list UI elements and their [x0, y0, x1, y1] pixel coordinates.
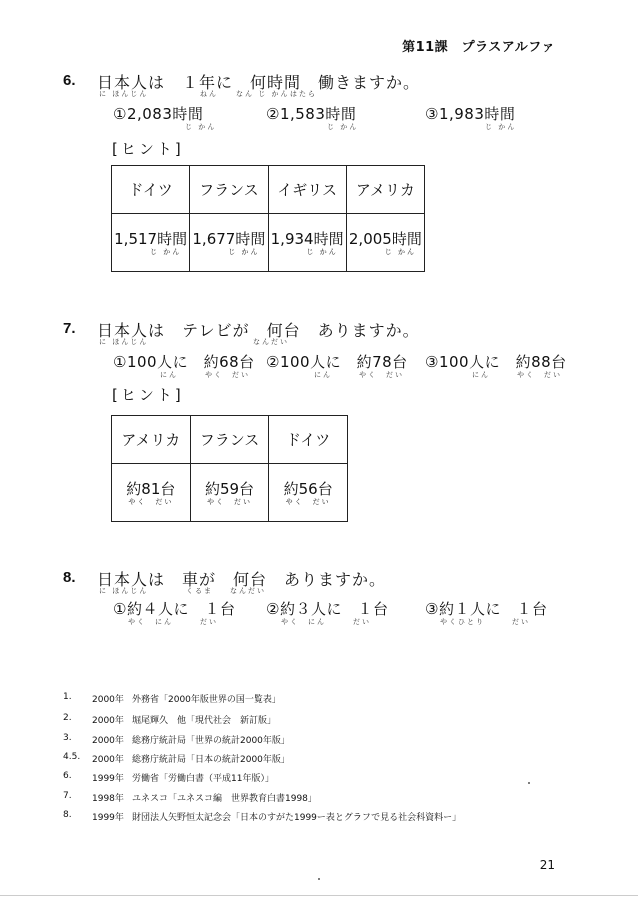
cell-value: 約81台	[126, 480, 176, 498]
choice-2[interactable]: ②1,583時間	[266, 105, 357, 123]
table-header-cell: ドイツ	[269, 416, 348, 464]
choice-3[interactable]: ③1,983時間	[425, 105, 516, 123]
cell-value: 約59台	[204, 480, 255, 498]
ruby: じ かん	[306, 248, 338, 256]
ruby: に ほんじん	[99, 90, 149, 98]
table-cell	[190, 214, 268, 272]
ruby: ねん	[200, 90, 218, 98]
ruby: なん じ かん	[236, 90, 290, 98]
ruby: に ほんじん	[99, 338, 149, 346]
ruby: じ かん	[384, 248, 416, 256]
ruby: やく にん だい	[281, 618, 371, 626]
source-text: 総務庁統計局「世界の統計2000年版」	[132, 736, 290, 746]
source-number: 7.	[63, 791, 72, 801]
source-text: 堀尾輝久 他「現代社会 新訂版」	[132, 716, 277, 726]
table-header-cell: フランス	[190, 166, 268, 214]
source-year: 2000年	[92, 736, 124, 746]
source-year: 1998年	[92, 794, 124, 804]
hint-label: [ヒント]	[112, 386, 184, 404]
ruby: なんだい	[253, 338, 289, 346]
question-text: 日本人は 車が 何台 ありますか。	[97, 570, 387, 589]
source-number: 4.5.	[63, 752, 81, 762]
source-year: 2000年	[92, 755, 124, 765]
ruby: じ かん	[150, 248, 182, 256]
source-number: 3.	[63, 733, 72, 743]
speck	[528, 782, 530, 784]
page-number: 21	[539, 858, 555, 872]
cell-value: 1,517時間	[114, 230, 188, 248]
ruby: やく だい	[206, 498, 252, 506]
speck	[318, 878, 320, 880]
table-row	[112, 464, 348, 522]
ruby: にん やく だい	[472, 371, 562, 379]
source-text: 外務省「2000年版世界の国一覧表」	[132, 695, 281, 705]
source-number: 8.	[63, 810, 72, 820]
ruby: にん やく だい	[160, 371, 250, 379]
source-number: 1.	[63, 692, 72, 702]
cell-value: 1,677時間	[192, 230, 266, 248]
cell-value: 約56台	[283, 480, 333, 498]
cell-value: 2,005時間	[348, 230, 422, 248]
choice-2[interactable]: ②約３人に １台	[266, 600, 389, 618]
question-number: 7.	[63, 320, 76, 337]
choice-2[interactable]: ②100人に 約78台	[266, 353, 408, 371]
table-cell	[269, 464, 348, 522]
choice-1[interactable]: ①約４人に １台	[113, 600, 236, 618]
ruby: じ かん	[185, 123, 217, 131]
question-text: 日本人は テレビが 何台 ありますか。	[97, 321, 420, 340]
ruby: じ かん	[485, 123, 517, 131]
table-cell	[268, 214, 346, 272]
table-header-cell: フランス	[190, 416, 269, 464]
ruby: はたら	[290, 90, 317, 98]
source-text: 労働省「労働白書（平成11年版）」	[132, 774, 274, 784]
table-header-row	[112, 416, 348, 464]
ruby: くるま	[186, 587, 213, 595]
source-number: 6.	[63, 771, 72, 781]
ruby: じ かん	[228, 248, 260, 256]
ruby: じ かん	[327, 123, 359, 131]
ruby: に ほんじん	[99, 587, 149, 595]
ruby: やく だい	[128, 498, 174, 506]
table-header-row	[112, 166, 425, 214]
source-year: 1999年	[92, 813, 124, 823]
source-year: 1999年	[92, 774, 124, 784]
source-text: 財団法人矢野恒太記念会「日本のすがた1999ー表とグラフで見る社会科資料ー」	[132, 813, 462, 823]
ruby: やくひとり だい	[440, 618, 530, 626]
choice-1[interactable]: ①2,083時間	[113, 105, 204, 123]
question-text: 日本人は １年に 何時間 働きますか。	[97, 73, 421, 92]
source-text: ユネスコ「ユネスコ編 世界教育白書1998」	[132, 794, 317, 804]
hint-table	[111, 415, 348, 522]
table-cell	[112, 464, 191, 522]
ruby: なんだい	[230, 587, 266, 595]
table-cell	[346, 214, 424, 272]
table-header-cell: アメリカ	[346, 166, 424, 214]
table-cell	[112, 214, 190, 272]
table-cell	[190, 464, 269, 522]
table-header-cell: アメリカ	[112, 416, 191, 464]
table-header-cell: ドイツ	[112, 166, 190, 214]
choice-3[interactable]: ③約１人に １台	[425, 600, 548, 618]
source-year: 2000年	[92, 716, 124, 726]
source-year: 2000年	[92, 695, 124, 705]
table-header-cell: イギリス	[268, 166, 346, 214]
ruby: やく にん だい	[128, 618, 218, 626]
page-bottom-edge	[0, 895, 638, 896]
cell-value: 1,934時間	[270, 230, 344, 248]
choice-1[interactable]: ①100人に 約68台	[113, 353, 255, 371]
page-header: 第11課 プラスアルファ	[402, 40, 555, 55]
hint-label: [ヒント]	[112, 140, 184, 158]
source-text: 総務庁統計局「日本の統計2000年版」	[132, 755, 290, 765]
choice-3[interactable]: ③100人に 約88台	[425, 353, 567, 371]
ruby: やく だい	[285, 498, 331, 506]
ruby: にん やく だい	[314, 371, 404, 379]
table-row	[112, 214, 425, 272]
hint-table	[111, 165, 425, 272]
question-number: 8.	[63, 569, 76, 586]
source-number: 2.	[63, 713, 72, 723]
question-number: 6.	[63, 72, 76, 89]
